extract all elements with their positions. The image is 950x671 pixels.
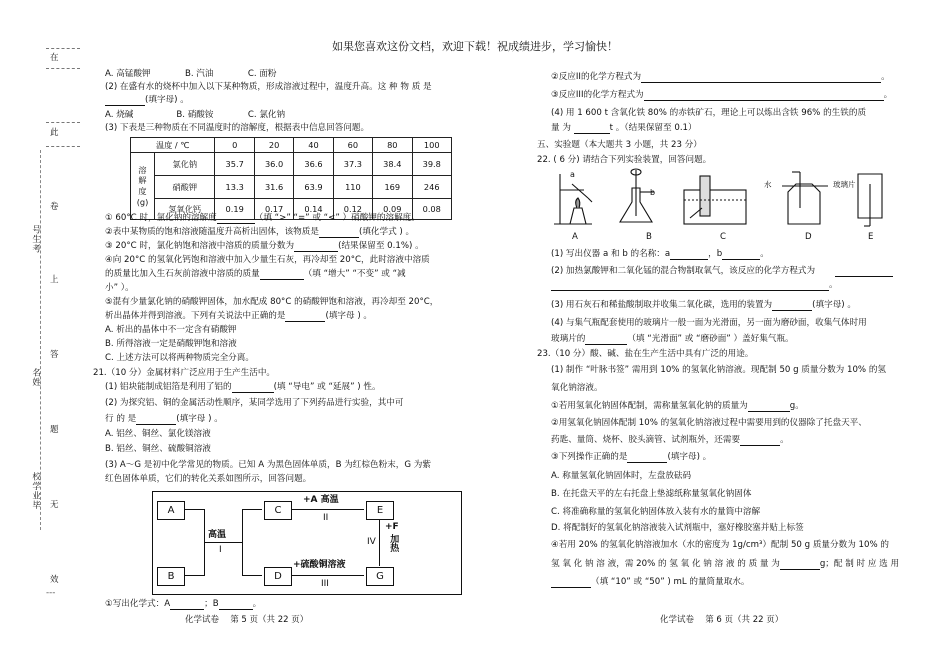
q20-2-text: (2) 在盛有水的烧杯中加入以下某种物质，形成溶液过程中，温度升高。这 种 物 质 是 (105, 82, 432, 92)
apparatus-label: C (720, 232, 727, 242)
answer-blank[interactable] (219, 600, 253, 610)
table-cell: 38.4 (373, 153, 412, 176)
q23-title: 23.（10 分）酸、碱、盐在生产生活中具有广泛的用途。 (537, 349, 754, 359)
label-c-e: +A 高温 (303, 495, 339, 505)
reaction-iv: IV (367, 537, 376, 547)
table-cell: 13.3 (215, 176, 254, 199)
label-glass-plate: 玻璃片 (833, 180, 856, 189)
margin-divider (46, 146, 80, 147)
margin-word: 效 (50, 575, 59, 585)
option-a: A. 析出的晶体中不一定含有硝酸钾 (105, 325, 237, 335)
answer-blank[interactable] (780, 560, 820, 570)
answer-blank[interactable] (722, 250, 760, 260)
table-cell: 0.08 (412, 199, 452, 220)
q20-5-text: ⑤混有少量氯化钠的硝酸钾固体，加水配成 80°C 的硝酸钾饱和溶液，再冷却至 20°C， (105, 297, 439, 307)
temp-cell: 40 (294, 138, 333, 153)
answer-blank[interactable] (105, 96, 145, 106)
flow-line (184, 575, 204, 576)
apparatus-label: B (646, 232, 652, 242)
apparatus-d (782, 172, 828, 224)
margin-word: 上 (50, 275, 59, 285)
node-e: E (366, 501, 394, 520)
row-name: 氯化钠 (155, 153, 215, 176)
flow-line (204, 542, 242, 543)
answer-blank[interactable] (260, 270, 304, 280)
label-instrument-a: a (570, 170, 575, 179)
label-heat: 加热 (388, 534, 399, 552)
answer-blank[interactable] (585, 335, 627, 345)
option-c: C. 上述方法可以将两种物质完全分离。 (105, 353, 254, 363)
margin-word: 卷 (50, 202, 59, 212)
table-cell: 36.6 (294, 153, 333, 176)
temp-cell: 20 (254, 138, 293, 153)
school-field: 校学业毕 (30, 472, 41, 510)
row-name: 硝酸钾 (155, 176, 215, 199)
q22-title: 22. ( 6 分) 请结合下列实验装置，回答问题。 (537, 155, 712, 165)
answer-blank[interactable] (285, 312, 325, 322)
answer-blank[interactable] (772, 301, 812, 311)
temp-header: 温度 / ℃ (131, 138, 215, 153)
temp-cell: 0 (215, 138, 254, 153)
node-a: A (157, 501, 185, 520)
flow-line (184, 509, 204, 510)
margin-word: 在 (50, 53, 59, 63)
answer-blank[interactable] (551, 281, 829, 291)
margin-word: 此 (50, 128, 59, 138)
q20-3-text: (3) 下表是三种物质在不同温度时的溶解度，根据表中信息回答问题。 (105, 123, 370, 133)
apparatus-e (858, 174, 882, 226)
table-cell: 0.14 (294, 199, 333, 220)
answer-blank[interactable] (217, 214, 255, 224)
apparatus-c (684, 176, 746, 224)
temp-cell: 100 (412, 138, 452, 153)
temp-cell: 60 (333, 138, 372, 153)
answer-blank[interactable] (644, 91, 884, 101)
reaction-ii: II (323, 513, 329, 523)
table-cell: 0.09 (373, 199, 412, 220)
label-instrument-b: b (650, 188, 656, 197)
margin-divider (46, 68, 80, 69)
answer-blank[interactable] (170, 600, 204, 610)
q20-4-text: ④向 20°C 的氢氧化钙饱和溶液中加入少量生石灰，再冷却至 20°C，此时溶液中溶质 (105, 255, 430, 265)
table-cell: 110 (333, 176, 372, 199)
answer-blank[interactable] (740, 436, 780, 446)
flow-line (242, 509, 262, 510)
answer-blank[interactable] (319, 228, 359, 238)
option-a: A. 铝丝、铜丝、氯化镁溶液 (105, 429, 211, 439)
answer-blank[interactable] (641, 73, 881, 83)
margin-word: 题 (50, 425, 59, 435)
option-b: B. 所得溶液一定是硝酸钾饱和溶液 (105, 339, 237, 349)
q20-2-hint: (填字母) 。 (145, 95, 189, 105)
arrow-d-g (291, 575, 364, 576)
apparatus-label: D (805, 232, 812, 242)
table-cell: 39.8 (412, 153, 452, 176)
apparatus-label: A (572, 232, 578, 242)
label-high-temp: 高温 (208, 530, 227, 540)
node-b: B (157, 567, 185, 586)
node-d: D (264, 567, 292, 586)
page-header: 如果您喜欢这份文档，欢迎下载！祝成绩进步，学习愉快！ (332, 40, 618, 53)
flow-line (242, 575, 262, 576)
row-name: 氢氧化钙 (155, 199, 215, 220)
margin-word: 答 (50, 350, 59, 360)
table-cell: 169 (373, 176, 412, 199)
option-d: D. 将配制好的氢氧化钠溶液装入试剂瓶中，塞好橡胶塞并贴上标签 (551, 523, 804, 533)
solubility-table (130, 137, 452, 220)
table-cell: 63.9 (294, 176, 333, 199)
answer-blank[interactable] (627, 453, 667, 463)
table-cell: 35.7 (215, 153, 254, 176)
arrow-c-e (291, 509, 364, 510)
answer-blank[interactable] (574, 124, 610, 134)
page-footer: 化学试卷 第 6 页（共 22 页） (660, 615, 784, 625)
table-cell: 0.12 (333, 199, 372, 220)
answer-blank[interactable] (670, 250, 708, 260)
node-c: C (264, 501, 292, 520)
label-d-g: +硫酸铜溶液 (293, 560, 346, 570)
section-five-title: 五、实验题（本大题共 3 小题，共 23 分） (537, 140, 702, 150)
margin-word: 无 (50, 500, 59, 510)
table-cell: 37.3 (333, 153, 372, 176)
option-b: B. 铝丝、铜丝、硫酸铜溶液 (105, 444, 211, 454)
label-e-g: +F (385, 522, 399, 532)
q20-2-options: A. 烧碱 B. 硝酸铵 C. 氯化钠 (105, 110, 286, 120)
answer-blank[interactable] (748, 402, 790, 412)
table-cell: 246 (412, 176, 452, 199)
margin-divider (46, 122, 80, 123)
option-b: B. 在托盘天平的左右托盘上垫滤纸称量氢氧化钠固体 (551, 489, 752, 499)
table-cell: 31.6 (254, 176, 293, 199)
apparatus-label: E (868, 232, 874, 242)
solubility-side-label: 溶 解 度 (g) (131, 153, 155, 220)
answer-blank[interactable] (551, 578, 591, 588)
temp-cell: 80 (373, 138, 412, 153)
label-water: 水 (764, 180, 772, 189)
q21-title: 21.（10 分）金属材料广泛应用于生产生活中。 (93, 368, 276, 378)
exam-number-field: 号生考 (30, 225, 41, 254)
name-field: 名姓 (30, 368, 41, 387)
apparatus-b (620, 169, 654, 222)
arrow-e-g (379, 519, 380, 566)
table-cell: 0.19 (215, 199, 254, 220)
answer-blank[interactable] (232, 383, 274, 393)
reaction-iii: III (321, 579, 329, 589)
page-footer: 化学试卷 第 5 页（共 22 页） (185, 615, 309, 625)
option-a: A. 称量氢氧化钠固体时，左盘放砝码 (551, 471, 692, 481)
node-g: G (366, 567, 394, 586)
option-c: C. 将准确称量的氢氧化钠固体放入装有水的量筒中溶解 (551, 507, 761, 517)
reaction-i: I (219, 545, 222, 555)
table-cell: 36.0 (254, 153, 293, 176)
margin-divider (46, 48, 80, 49)
answer-blank[interactable] (294, 242, 338, 252)
apparatus-a (554, 174, 592, 224)
reaction-flow-diagram (152, 491, 462, 595)
table-cell: 0.17 (254, 199, 293, 220)
answer-blank[interactable] (136, 415, 176, 425)
q20-1-options: A. 高锰酸钾 B. 汽油 C. 面粉 (105, 69, 277, 79)
flow-line (242, 509, 243, 576)
margin-dots: --- (46, 588, 56, 598)
answer-blank[interactable] (835, 267, 893, 277)
cut-line (40, 150, 41, 530)
